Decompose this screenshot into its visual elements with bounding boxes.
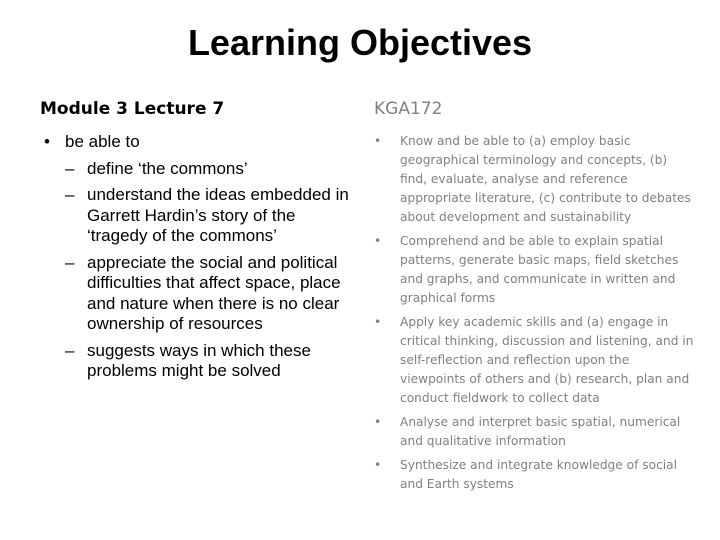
sub-item-understand-ideas: – understand the ideas embedded in Garrett Hardin’s story of the ‘tragedy of the commons’ (65, 185, 350, 247)
list-item (40, 132, 350, 382)
bullet-text: be able to (65, 132, 140, 151)
list-item: • Analyse and interpret basic spatial, numerical and qualitative information (374, 413, 694, 451)
sub-item-appreciate-difficulties: – appreciate the social and political difficulties that affect space, place and nature when there is no clear ownership of resources (65, 253, 350, 335)
list-item: • Synthesize and integrate knowledge of social and Earth systems (374, 456, 694, 494)
list-item: • Know and be able to (a) employ basic geographical terminology and concepts, (b) find, evaluate, analyse and reference appropriate literature, (c) contribute to debates about development and sustainability (374, 132, 694, 227)
slide-title: Learning Objectives (187, 22, 533, 63)
sub-item-suggest-solutions: – suggests ways in which these problems might be solved (65, 341, 350, 382)
list-item: • Apply key academic skills and (a) engage in critical thinking, discussion and listening, and in self-reflection and reflection upon the viewpoints of others and (b) research, plan and conduct fieldwork to collect data (374, 313, 694, 408)
course-objectives-list (374, 132, 694, 494)
sub-list (65, 159, 350, 382)
module-heading: Module 3 Lecture 7 (40, 99, 225, 119)
module-column (40, 96, 350, 388)
course-heading: KGA172 (374, 99, 443, 119)
module-objectives-list (40, 132, 350, 382)
sub-item-define-commons: – define ‘the commons’ (65, 159, 350, 180)
list-item: • Comprehend and be able to explain spatial patterns, generate basic maps, field sketches and graphs, and communicate in written and graphical forms (374, 232, 694, 308)
course-column (374, 96, 694, 499)
